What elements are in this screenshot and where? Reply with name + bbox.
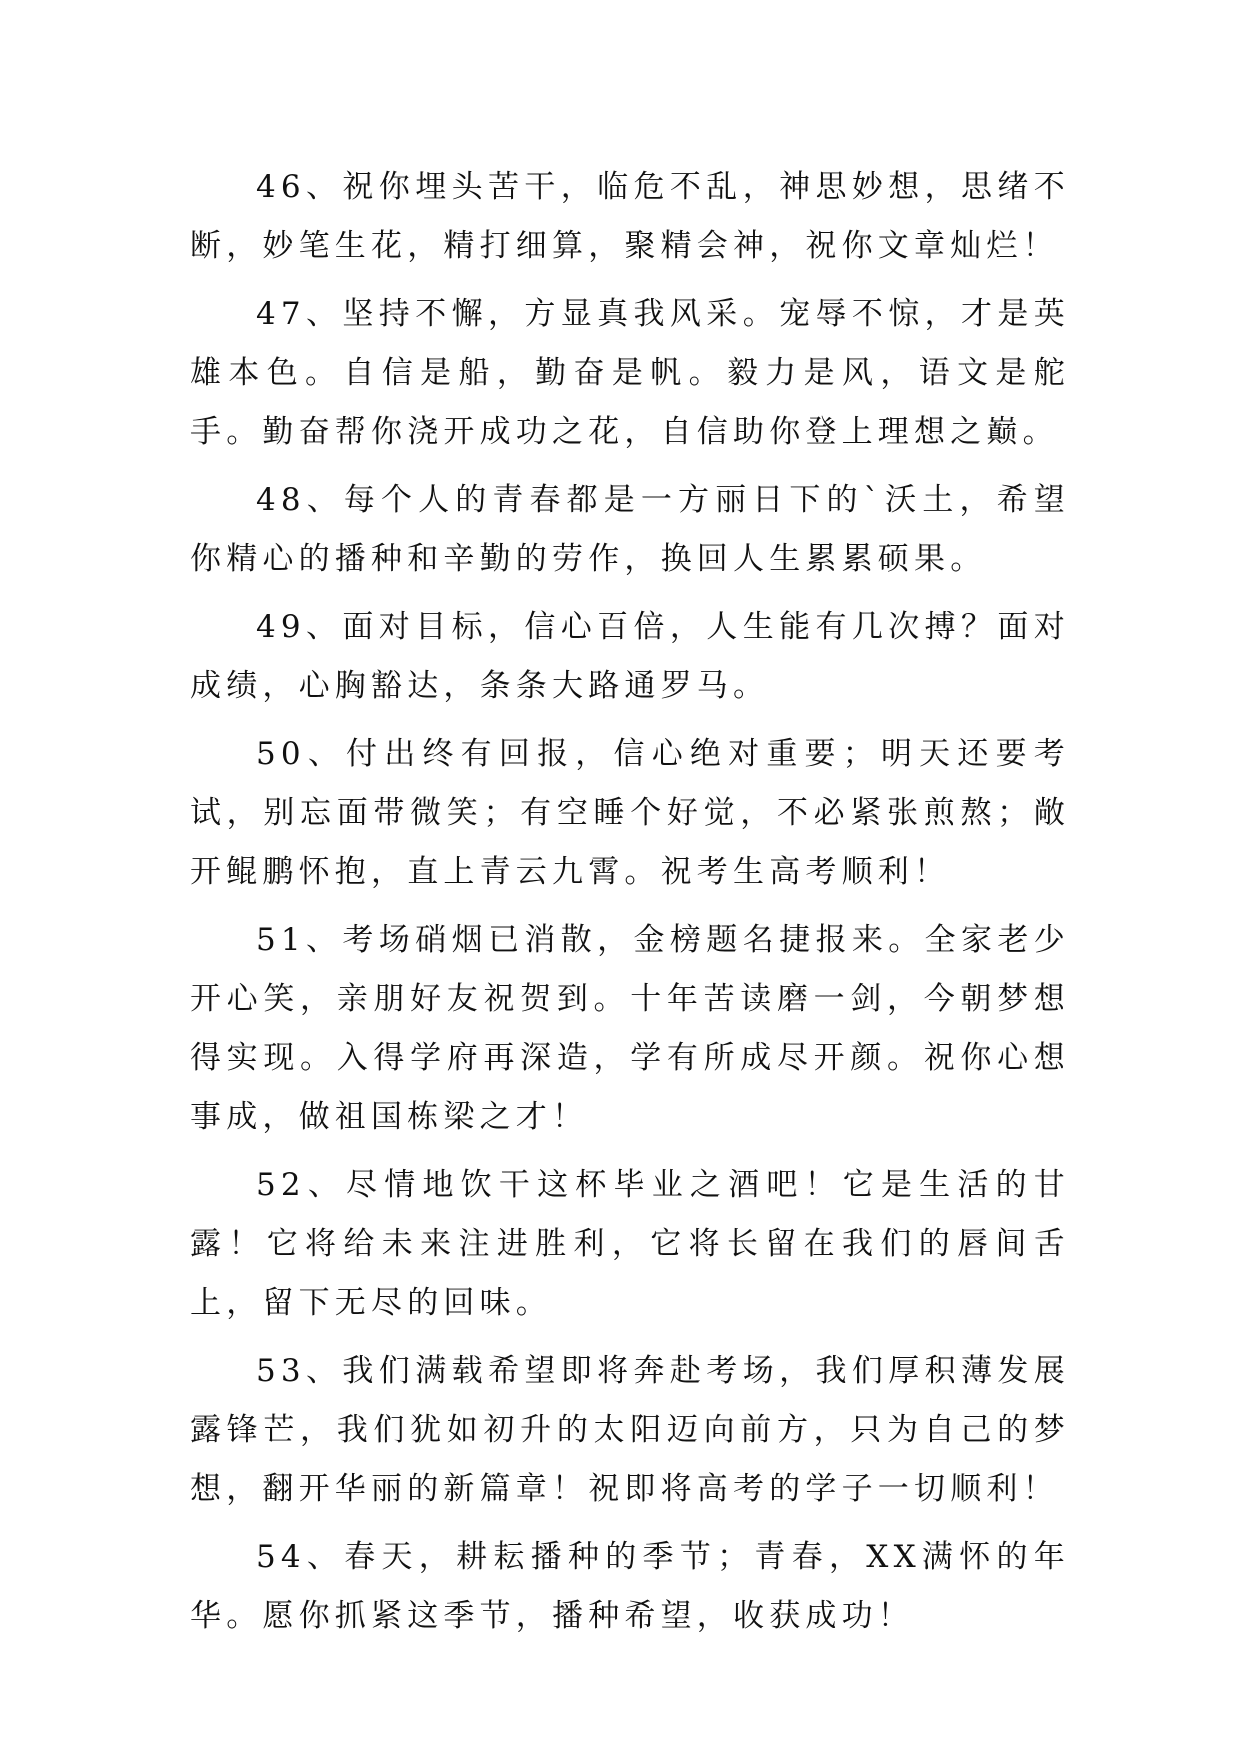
paragraph-51: 51、考场硝烟已消散，金榜题名捷报来。全家老少开心笑，亲朋好友祝贺到。十年苦读磨一剑，今朝梦想得实现。入得学府再深造，学有所成尽开颜。祝你心想事成，做祖国栋梁之才！: [190, 922, 1070, 1135]
document-page: [190, 158, 1070, 1655]
paragraph-53: 53、我们满载希望即将奔赴考场，我们厚积薄发展露锋芒，我们犹如初升的太阳迈向前方，只为自己的梦想，翻开华丽的新篇章！祝即将高考的学子一切顺利！: [190, 1353, 1070, 1507]
paragraph-52: 52、尽情地饮干这杯毕业之酒吧！它是生活的甘露！它将给未来注进胜利，它将长留在我们的唇间舌上，留下无尽的回味。: [190, 1167, 1070, 1321]
paragraph-48: 48、每个人的青春都是一方丽日下的`沃土，希望你精心的播种和辛勤的劳作，换回人生累累硕果。: [190, 482, 1070, 577]
paragraph-46: 46、祝你埋头苦干，临危不乱，神思妙想，思绪不断，妙笔生花，精打细算，聚精会神，祝你文章灿烂！: [190, 169, 1070, 264]
paragraph-50: 50、付出终有回报，信心绝对重要；明天还要考试，别忘面带微笑；有空睡个好觉，不必紧张煎熬；敞开鲲鹏怀抱，直上青云九霄。祝考生高考顺利！: [190, 736, 1070, 890]
paragraph-54: 54、春天，耕耘播种的季节；青春，XX满怀的年华。愿你抓紧这季节，播种希望，收获成功！: [190, 1539, 1070, 1634]
paragraph-49: 49、面对目标，信心百倍，人生能有几次搏？面对成绩，心胸豁达，条条大路通罗马。: [190, 609, 1070, 704]
paragraph-47: 47、坚持不懈，方显真我风采。宠辱不惊，才是英雄本色。自信是船，勤奋是帆。毅力是风，语文是舵手。勤奋帮你浇开成功之花，自信助你登上理想之巅。: [190, 296, 1070, 450]
